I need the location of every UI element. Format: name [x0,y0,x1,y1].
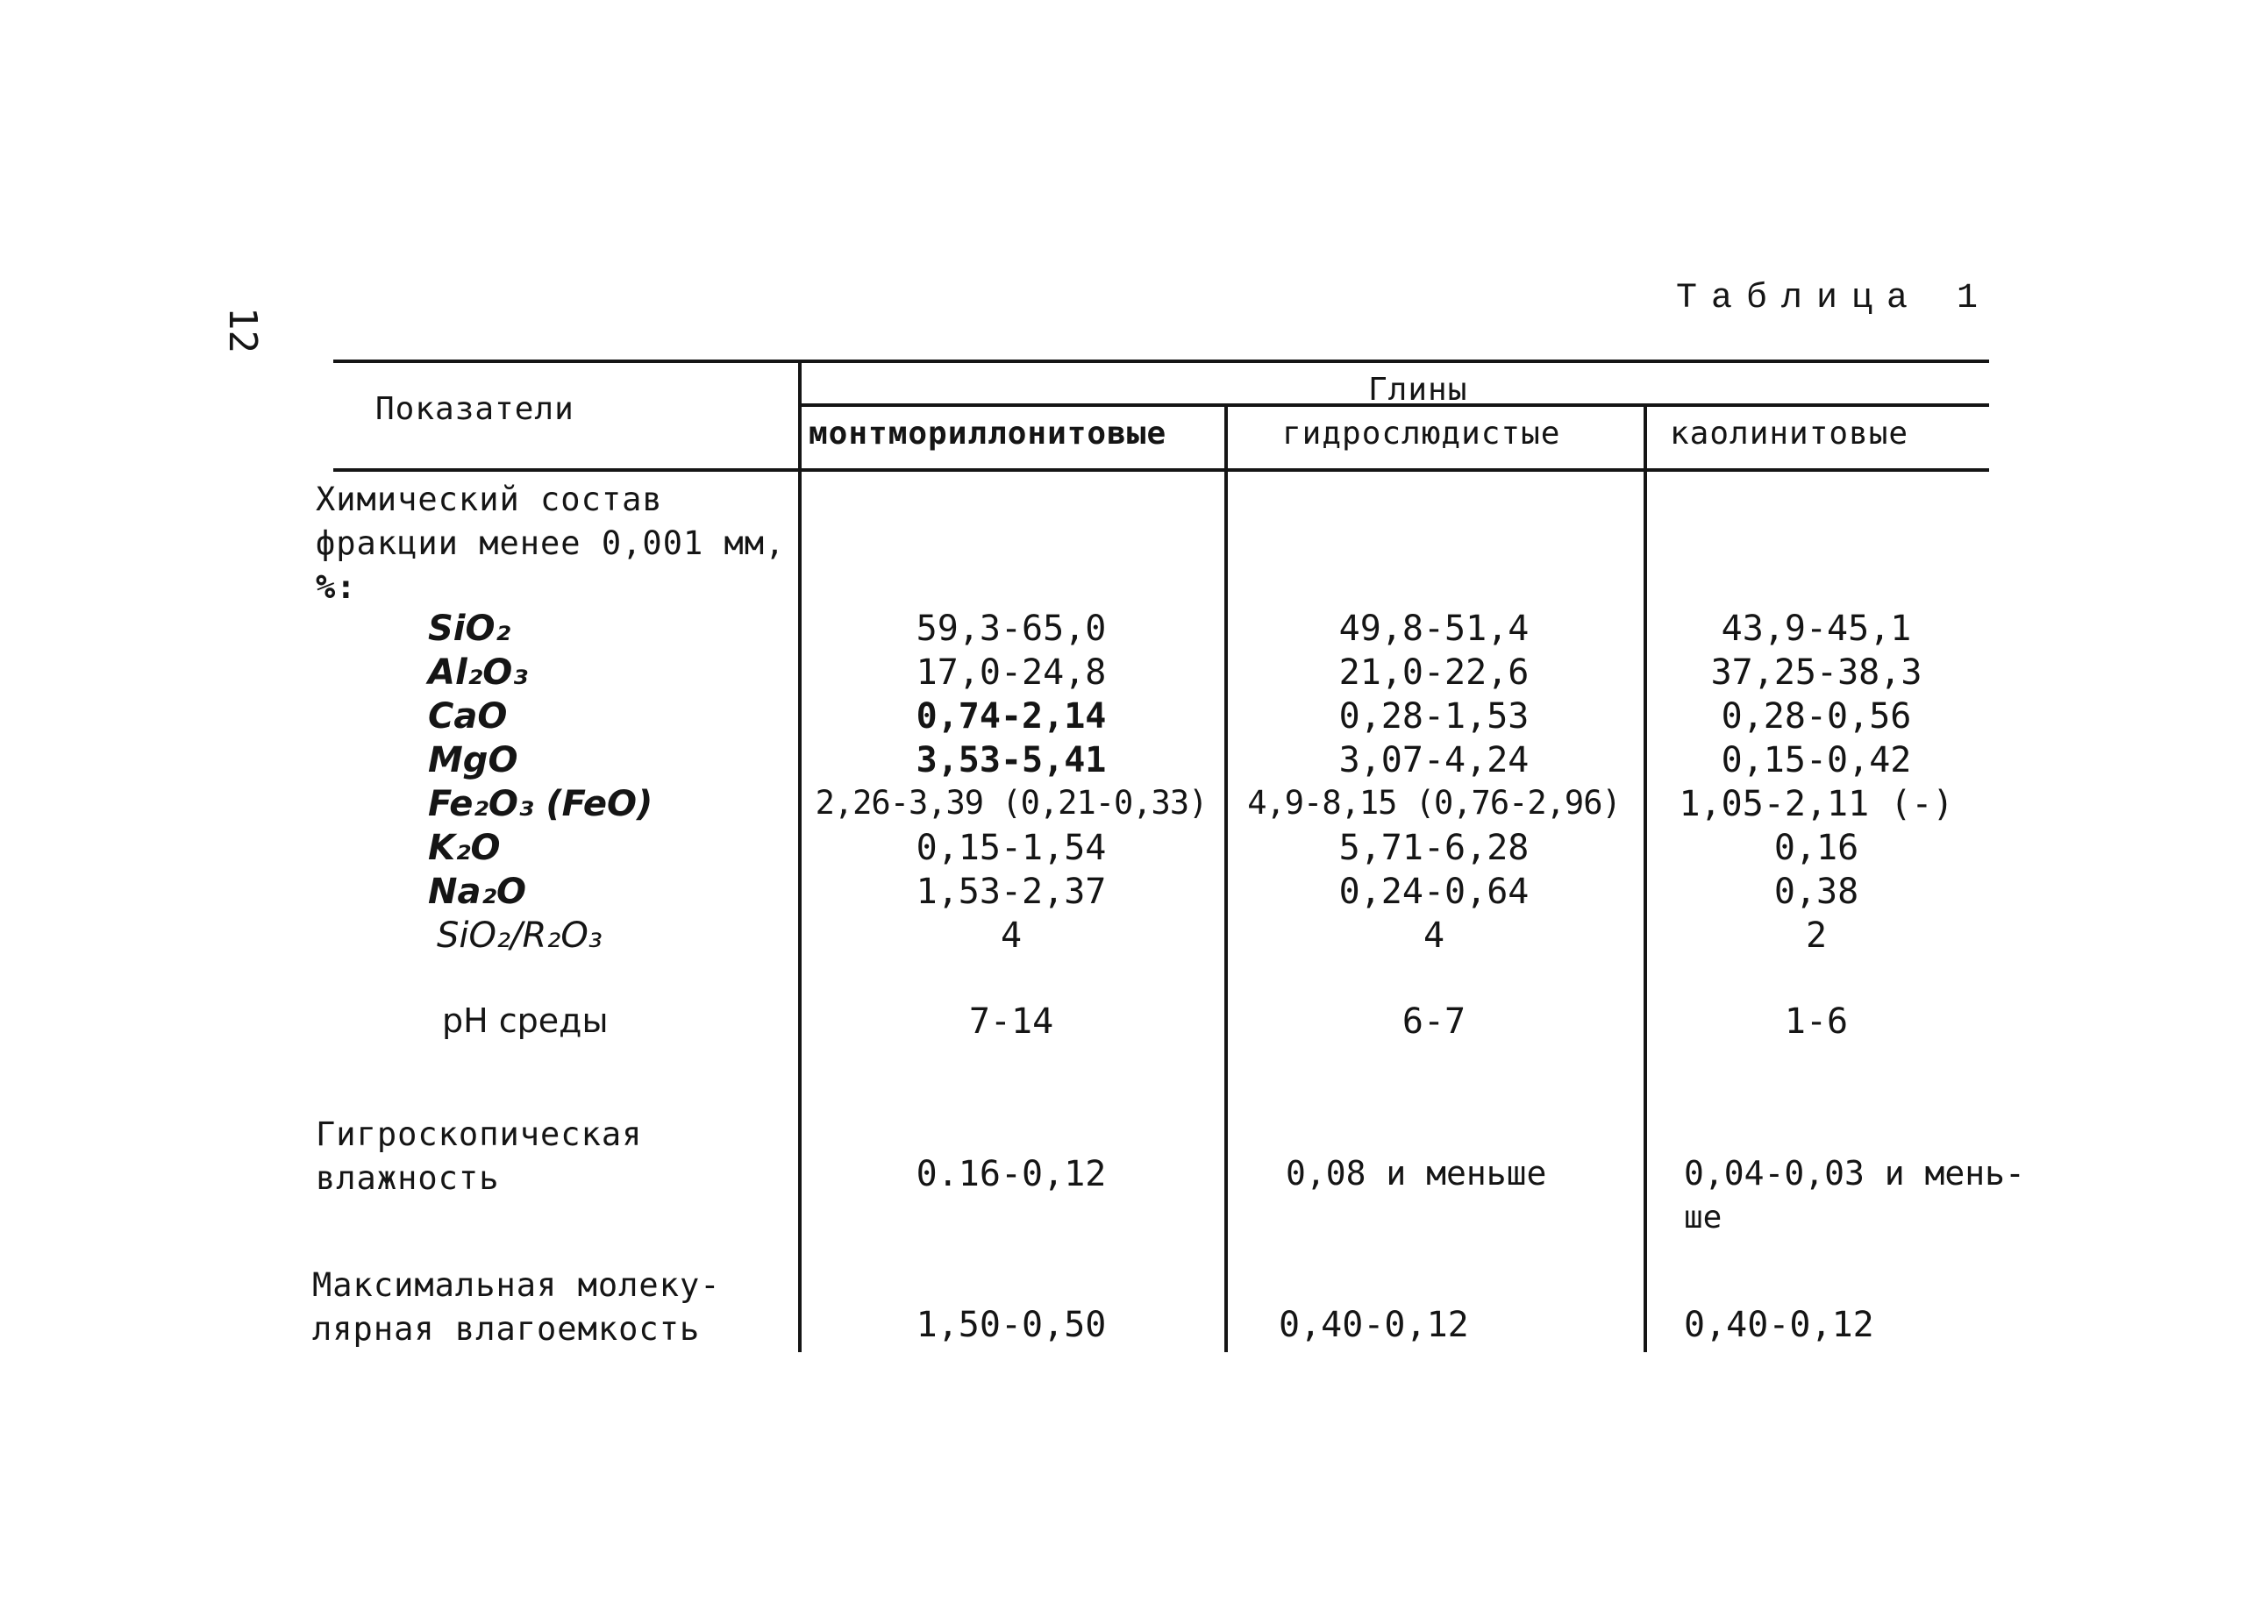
hygroscopic-label-line2: влажность [316,1159,500,1197]
row-name-k2o: K₂O [428,828,501,868]
cell-max-molecular-montmorillonite: 1,50-0,50 [916,1305,1107,1345]
cell-sio2-r2o3-hydromica: 4 [1423,915,1445,956]
cell-na2o-hydromica: 0,24-0,64 [1338,872,1530,912]
cell-k2o-kaolinite: 0,16 [1773,828,1859,868]
cell-hygroscopic-kaolinite: 0,04-0,03 и мень- [1684,1154,2025,1193]
cell-hygroscopic-hydromica: 0,08 и меньше [1286,1154,1547,1193]
row-name-ph: pH среды [442,1001,609,1040]
cell-mgo-kaolinite: 0,15-0,42 [1721,740,1912,780]
cell-sio2-kaolinite: 43,9-45,1 [1721,609,1912,649]
column-header-kaolinite: каолинитовые [1670,416,1909,452]
cell-k2o-montmorillonite: 0,15-1,54 [916,828,1107,868]
cell-na2o-kaolinite: 0,38 [1773,872,1859,912]
chemical-section-label-line2: фракции менее 0,001 мм, [316,524,786,562]
chemical-section-label-line1: Химический состав [316,481,663,518]
column-header-hydromica: гидрослюдистые [1282,416,1561,452]
cell-mgo-montmorillonite: 3,53-5,41 [916,740,1107,780]
row-name-cao: CaO [428,696,508,737]
chemical-section-label-line3: %: [316,568,357,606]
cell-ph-hydromica: 6-7 [1401,1001,1466,1042]
row-name-al2o3: Al₂O₃ [428,652,528,693]
cell-k2o-hydromica: 5,71-6,28 [1338,828,1530,868]
table-caption: Таблица 1 [1675,279,1992,318]
cell-max-molecular-hydromica: 0,40-0,12 [1279,1305,1469,1345]
cell-sio2-r2o3-kaolinite: 2 [1805,915,1828,956]
cell-cao-hydromica: 0,28-1,53 [1338,696,1530,737]
cell-fe2o3-kaolinite: 1,05-2,11 (-) [1679,784,1954,824]
cell-sio2-hydromica: 49,8-51,4 [1338,609,1530,649]
cell-hygroscopic-montmorillonite: 0.16-0,12 [916,1154,1107,1194]
max-molecular-label-line1: Максимальная молеку- [312,1266,721,1304]
max-molecular-label-line2: лярная влагоемкость [312,1310,701,1348]
cell-hygroscopic-kaolinite-line2: ше [1684,1200,1722,1236]
cell-na2o-montmorillonite: 1,53-2,37 [916,872,1107,912]
cell-al2o3-montmorillonite: 17,0-24,8 [916,652,1107,693]
header-bottom-rule [333,468,1989,472]
cell-mgo-hydromica: 3,07-4,24 [1338,740,1530,780]
row-name-sio2-r2o3: SiO₂/R₂O₃ [437,915,603,956]
cell-fe2o3-hydromica: 4,9-8,15 (0,76-2,96) [1247,784,1621,822]
cell-sio2-montmorillonite: 59,3-65,0 [916,609,1107,649]
cell-ph-montmorillonite: 7-14 [968,1001,1054,1042]
table-top-rule [333,360,1989,363]
row-name-na2o: Na₂O [428,872,526,912]
clays-group-header: Глины [1368,372,1468,408]
hygroscopic-label-line1: Гигроскопическая [316,1115,643,1153]
cell-cao-kaolinite: 0,28-0,56 [1721,696,1912,737]
cell-cao-montmorillonite: 0,74-2,14 [916,696,1107,737]
cell-al2o3-hydromica: 21,0-22,6 [1338,652,1530,693]
cell-sio2-r2o3-montmorillonite: 4 [1000,915,1023,956]
indicator-header: Показатели [375,391,574,427]
cell-max-molecular-kaolinite: 0,40-0,12 [1684,1305,1874,1345]
cell-ph-kaolinite: 1-6 [1784,1001,1849,1042]
row-name-fe2o3: Fe₂O₃ (FeO) [428,784,653,824]
cell-fe2o3-montmorillonite: 2,26-3,39 (0,21-0,33) [815,784,1208,822]
row-name-mgo: MgO [428,740,518,780]
column-header-montmorillonite: монтмориллонитовые [809,416,1167,452]
row-name-sio2: SiO₂ [428,609,511,649]
page-number: 12 [220,307,265,353]
cell-al2o3-kaolinite: 37,25-38,3 [1710,652,1922,693]
